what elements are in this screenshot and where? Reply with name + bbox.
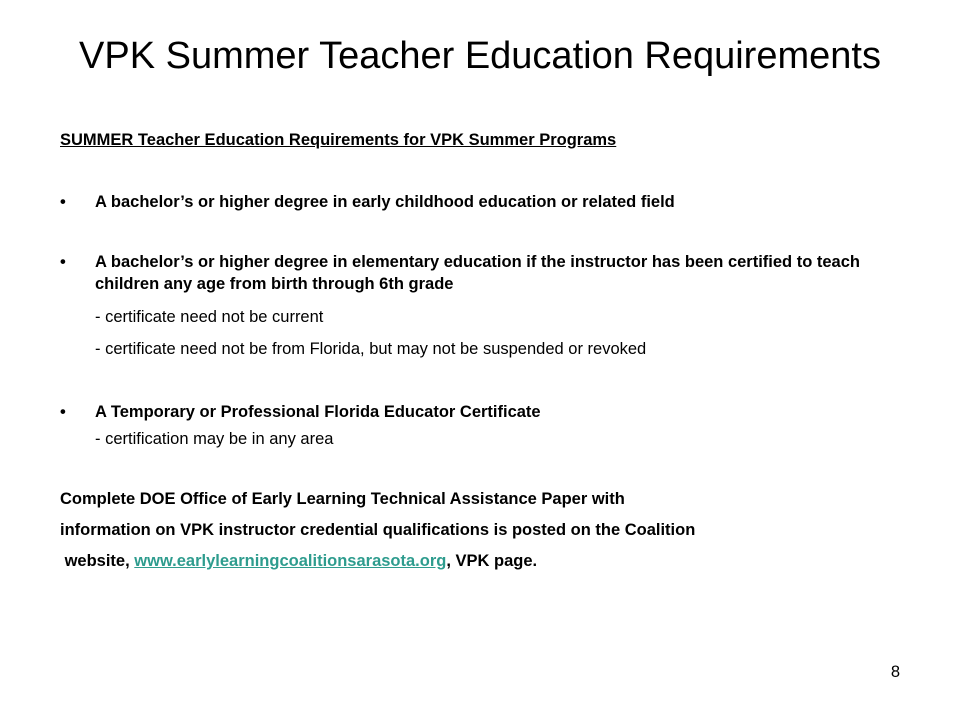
note-certificate-florida: - certificate need not be from Florida, but may not be suspended or revoked (95, 340, 647, 358)
note-certificate-current: - certificate need not be current (95, 308, 324, 326)
slide-title: VPK Summer Teacher Education Requirements (79, 35, 881, 77)
closing-line-1: Complete DOE Office of Early Learning Technical Assistance Paper with (60, 490, 625, 508)
bullet-marker: • (60, 253, 66, 271)
subheading: SUMMER Teacher Education Requirements for VPK Summer Programs (60, 131, 617, 149)
closing-line-2: information on VPK instructor credential qualifications is posted on the Coalition (60, 521, 696, 539)
bullet-text-degree-elementary: A bachelor’s or higher degree in elementary education if the instructor has been certified to teach children any age from birth through 6th grade (95, 253, 860, 293)
bullet-text-florida-certificate: A Temporary or Professional Florida Educator Certificate (95, 403, 541, 421)
bullet-text-degree-ece: A bachelor’s or higher degree in early childhood education or related field (95, 193, 675, 211)
bullet-marker: • (60, 193, 66, 211)
note-certification-area: - certification may be in any area (95, 430, 334, 448)
closing-suffix: , VPK page. (446, 552, 538, 570)
closing-prefix: website, (60, 552, 135, 570)
bullet-marker: • (60, 403, 66, 421)
coalition-website-link[interactable]: www.earlylearningcoalitionsarasota.org (134, 552, 447, 570)
closing-line-3 (60, 551, 537, 571)
page-number: 8 (890, 663, 900, 681)
